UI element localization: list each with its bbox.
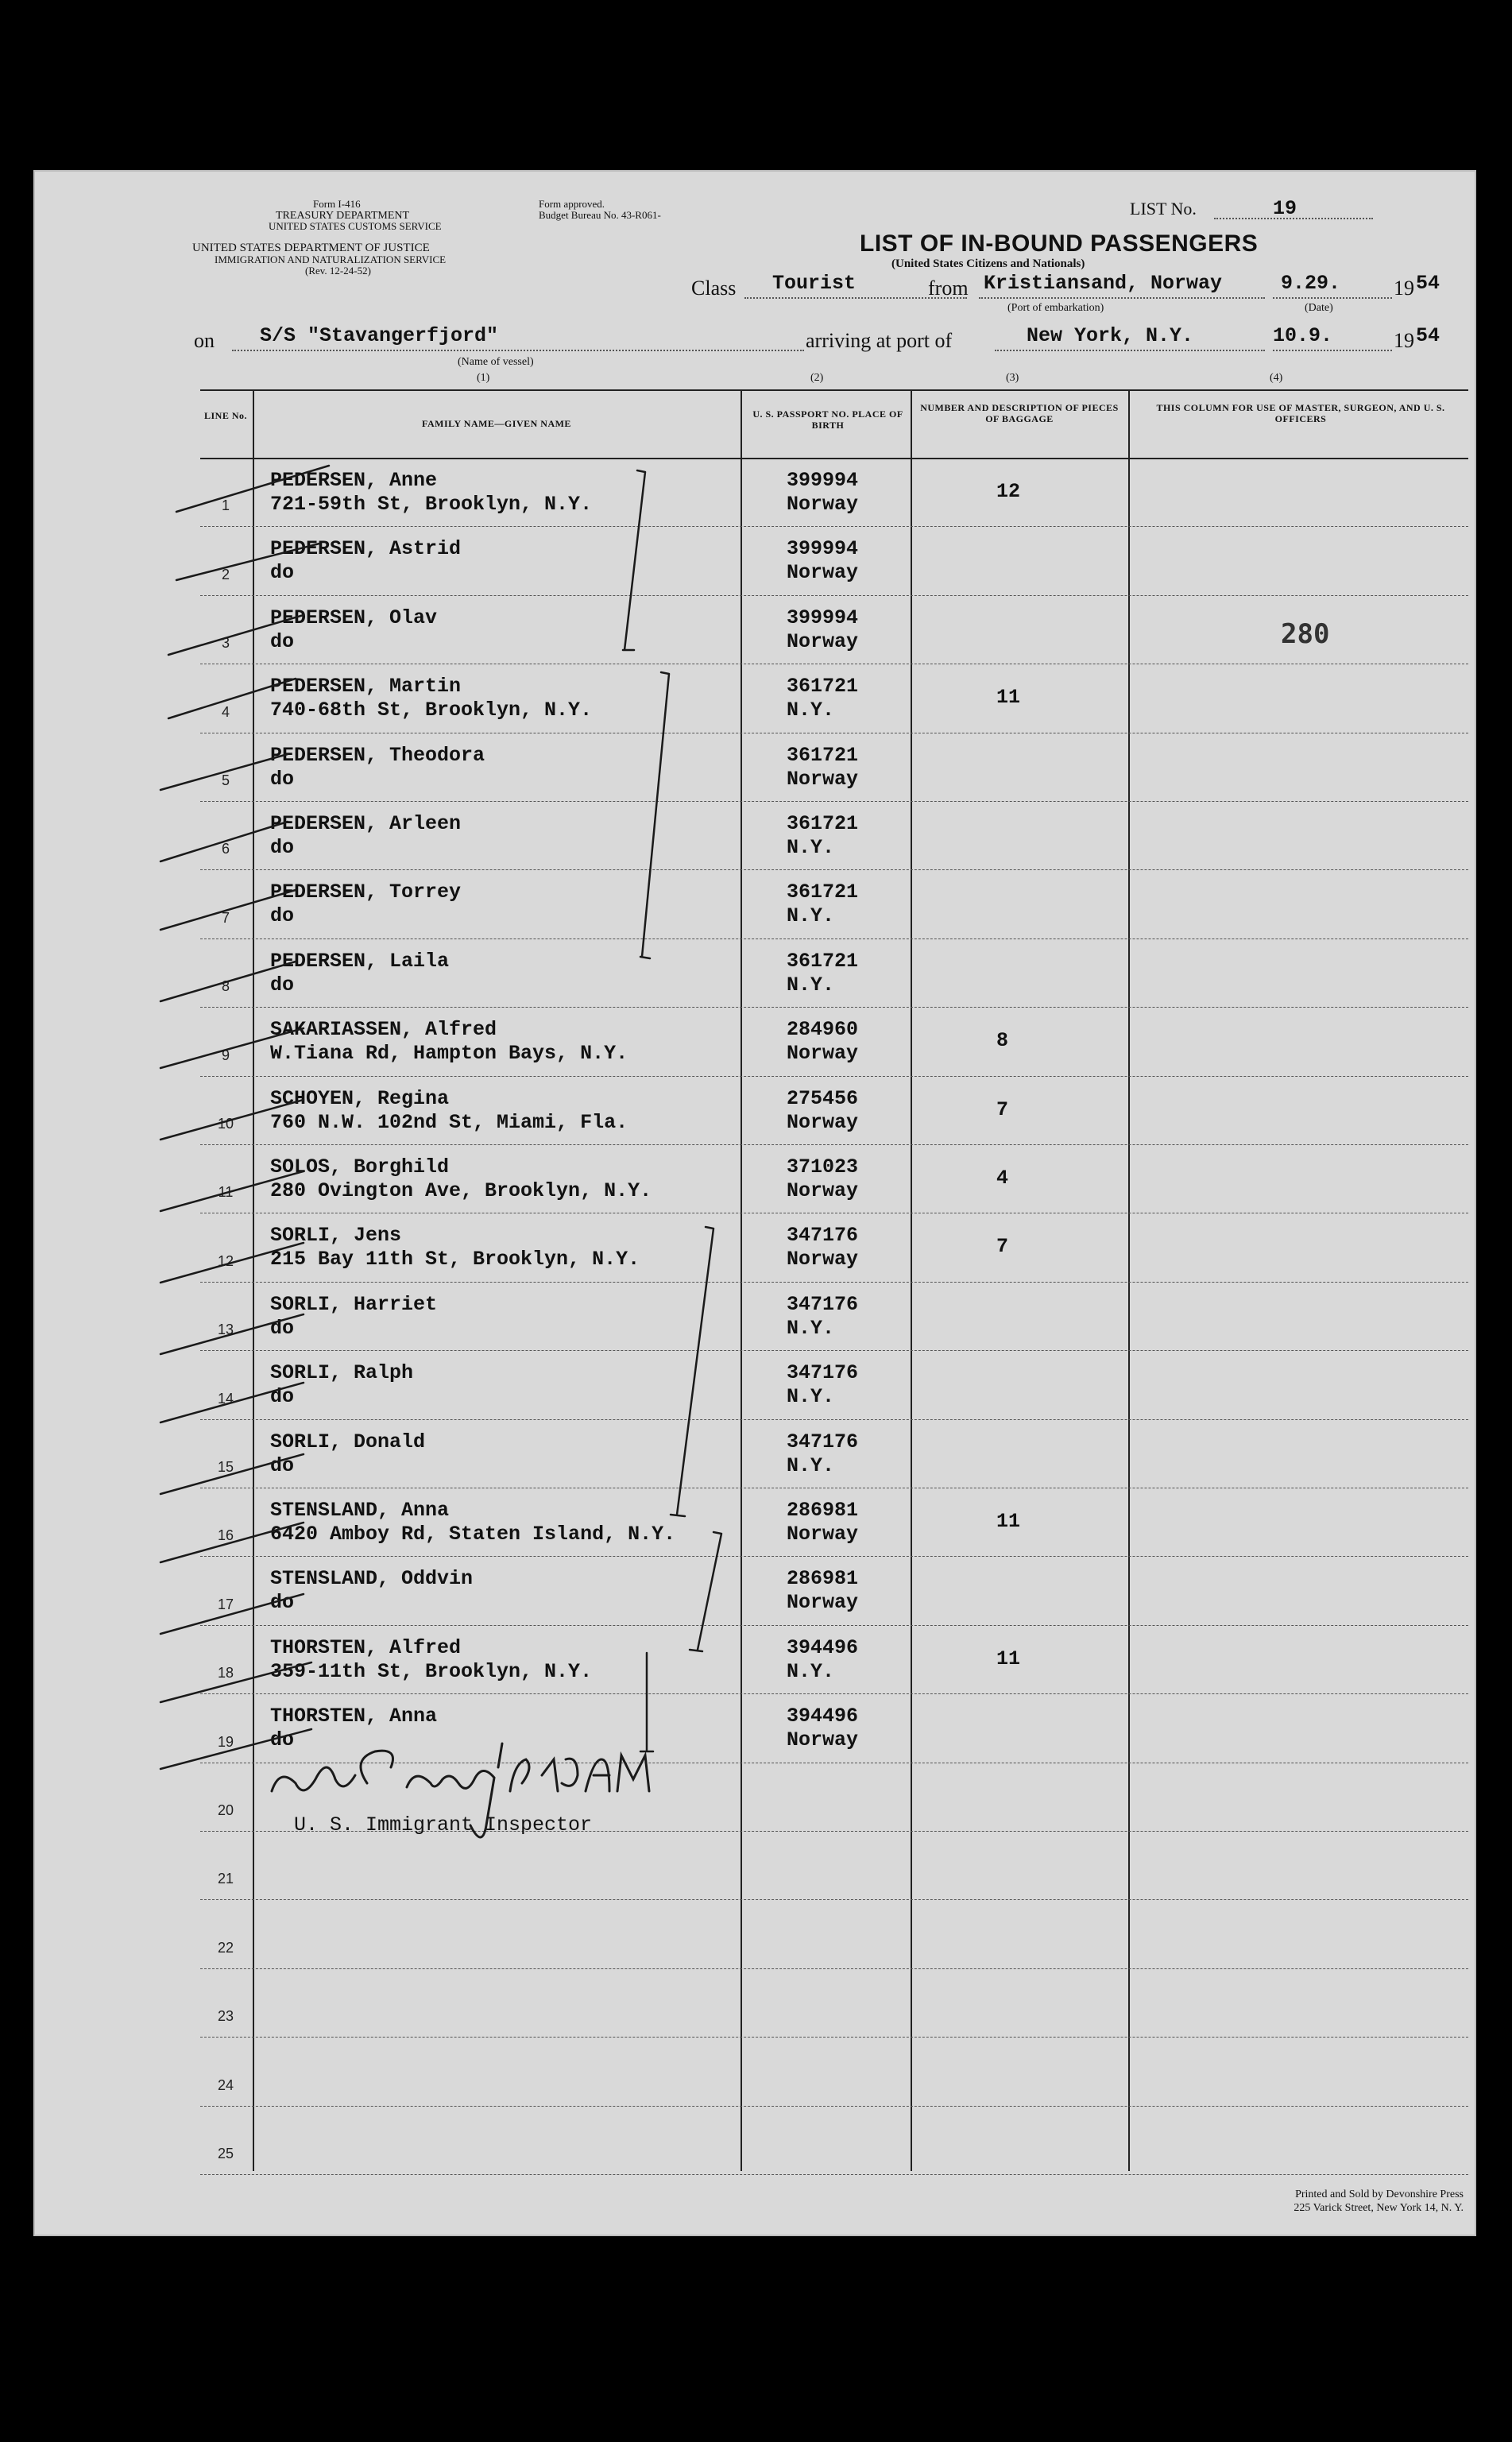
passport-number: 361721 [787, 949, 859, 973]
header-name: FAMILY NAME—GIVEN NAME [422, 418, 571, 429]
header-officers: THIS COLUMN FOR USE OF MASTER, SURGEON, AND U. S. OFFICERS [1156, 402, 1445, 425]
row-line-number: 6 [221, 841, 230, 857]
class-value: Tourist [772, 272, 857, 295]
passenger-address: 280 Ovington Ave, Brooklyn, N.Y. [270, 1179, 652, 1202]
baggage-count: 7 [996, 1235, 1009, 1259]
class-label: Class [691, 277, 737, 300]
place-of-birth: Norway [787, 1591, 859, 1615]
officer-note: 280 [1281, 618, 1330, 650]
embarkation-port: Kristiansand, Norway [984, 272, 1223, 295]
row-line-number: 7 [221, 909, 230, 926]
place-of-birth: Norway [787, 1179, 859, 1202]
baggage-count: 7 [996, 1097, 1009, 1121]
date-caption: (Date) [1305, 302, 1333, 314]
passport-number: 361721 [787, 675, 859, 699]
passenger-name: SAKARIASSEN, Alfred [270, 1018, 497, 1042]
passport-number: 275456 [787, 1086, 859, 1110]
passenger-manifest-page [33, 170, 1476, 2236]
passenger-address: do [270, 767, 295, 791]
col-num-4: (4) [1270, 372, 1283, 384]
passport-number: 394496 [787, 1705, 859, 1728]
passenger-name: PEDERSEN, Anne [270, 469, 438, 492]
on-label: on [194, 329, 215, 352]
place-of-birth: N.Y. [787, 1385, 835, 1409]
from-label: from [928, 277, 969, 300]
row-line-number: 25 [217, 2146, 234, 2161]
place-of-birth: N.Y. [787, 1316, 835, 1340]
passport-number: 347176 [787, 1430, 859, 1453]
passenger-address: do [270, 629, 295, 653]
place-of-birth: N.Y. [787, 973, 835, 997]
passport-number: 394496 [787, 1635, 859, 1659]
passport-number: 399994 [787, 606, 859, 629]
passenger-name: PEDERSEN, Laila [270, 949, 450, 973]
passenger-address: do [270, 1453, 295, 1477]
row-line-number: 10 [217, 1116, 234, 1132]
passenger-address: W.Tiana Rd, Hampton Bays, N.Y. [270, 1042, 628, 1066]
baggage-count: 11 [996, 686, 1021, 710]
row-line-number: 13 [217, 1322, 234, 1338]
passenger-name: SORLI, Harriet [270, 1292, 438, 1316]
passenger-name: SORLI, Ralph [270, 1361, 414, 1385]
passenger-address: 215 Bay 11th St, Brooklyn, N.Y. [270, 1248, 640, 1271]
passport-number: 286981 [787, 1567, 859, 1591]
row-line-number: 22 [217, 1939, 234, 1956]
baggage-count: 11 [996, 1510, 1021, 1533]
passenger-name: SOLOS, Borghild [270, 1155, 450, 1178]
passenger-name: THORSTEN, Anna [270, 1705, 438, 1728]
departure-year: 54 [1416, 272, 1440, 295]
passenger-address: do [270, 1728, 295, 1752]
arrival-date: 10.9. [1273, 324, 1333, 347]
vessel-caption: (Name of vessel) [458, 356, 534, 368]
passenger-address: 760 N.W. 102nd St, Miami, Fla. [270, 1110, 628, 1134]
printer-line-2: 225 Varick Street, New York 14, N. Y. [1294, 2201, 1464, 2214]
baggage-count: 4 [996, 1167, 1009, 1190]
passport-number: 361721 [787, 812, 859, 835]
header-baggage: NUMBER AND DESCRIPTION OF PIECES OF BAGGAGE [920, 402, 1119, 425]
list-number: 19 [1273, 197, 1297, 220]
passenger-name: STENSLAND, Oddvin [270, 1567, 474, 1591]
port-embark-caption: (Port of embarkation) [1007, 302, 1104, 314]
passenger-name: SORLI, Donald [270, 1430, 426, 1453]
row-line-number: 2 [221, 566, 230, 582]
budget-bureau: Budget Bureau No. 43-R061- [539, 209, 661, 221]
passenger-address: 740-68th St, Brooklyn, N.Y. [270, 699, 593, 722]
row-line-number: 18 [217, 1665, 234, 1682]
header-line-no: LINE No. [203, 410, 247, 421]
row-line-number: 12 [217, 1252, 234, 1269]
passenger-address: do [270, 1591, 295, 1615]
baggage-count: 11 [996, 1647, 1021, 1670]
passport-number: 347176 [787, 1361, 859, 1385]
passenger-name: PEDERSEN, Martin [270, 675, 462, 699]
list-number-label: LIST No. [1130, 199, 1197, 219]
passenger-address: do [270, 973, 295, 997]
form-subtitle: (United States Citizens and Nationals) [891, 257, 1085, 270]
form-revision: (Rev. 12-24-52) [305, 265, 371, 277]
inspector-caption: U. S. Immigrant Inspector [294, 1813, 593, 1836]
passenger-name: SORLI, Jens [270, 1224, 402, 1248]
passport-number: 347176 [787, 1224, 859, 1248]
printer-footer [1066, 2189, 1464, 2216]
place-of-birth: Norway [787, 1523, 859, 1546]
passenger-address: do [270, 561, 295, 585]
dept-treasury: TREASURY DEPARTMENT [276, 210, 410, 222]
place-of-birth: Norway [787, 493, 859, 516]
baggage-count: 12 [996, 480, 1021, 503]
passport-number: 284960 [787, 1018, 859, 1042]
dept-customs: UNITED STATES CUSTOMS SERVICE [269, 220, 442, 232]
col-num-1: (1) [477, 372, 490, 384]
passenger-address: do [270, 1385, 295, 1409]
year-prefix-2: 19 [1394, 329, 1414, 352]
col-num-3: (3) [1006, 372, 1019, 384]
row-line-number: 19 [217, 1733, 234, 1750]
row-line-number: 21 [217, 1871, 234, 1887]
form-title: LIST OF IN-BOUND PASSENGERS [860, 230, 1259, 257]
passenger-address: do [270, 836, 295, 859]
row-line-number: 24 [217, 2076, 234, 2093]
passport-number: 361721 [787, 743, 859, 767]
row-line-number: 16 [217, 1527, 234, 1544]
row-line-number: 17 [217, 1596, 234, 1612]
passenger-address: 6420 Amboy Rd, Staten Island, N.Y. [270, 1523, 676, 1546]
passenger-name: PEDERSEN, Arleen [270, 812, 462, 835]
place-of-birth: Norway [787, 1110, 859, 1134]
row-line-number: 4 [221, 703, 230, 720]
baggage-count: 8 [996, 1029, 1009, 1053]
row-line-number: 1 [221, 497, 230, 514]
passenger-name: SCHOYEN, Regina [270, 1086, 450, 1110]
arrival-year: 54 [1416, 324, 1440, 347]
dept-ins: IMMIGRATION AND NATURALIZATION SERVICE [215, 253, 447, 265]
place-of-birth: Norway [787, 629, 859, 653]
arriving-label: arriving at port of [806, 329, 953, 352]
passport-number: 361721 [787, 880, 859, 904]
col-num-2: (2) [810, 372, 824, 384]
passenger-name: STENSLAND, Anna [270, 1499, 450, 1522]
vessel-name: S/S "Stavangerfjord" [260, 324, 499, 347]
row-line-number: 23 [217, 2008, 234, 2025]
inspector-signature [33, 170, 1476, 2236]
arrival-port: New York, N.Y. [1027, 324, 1194, 347]
passport-number: 286981 [787, 1499, 859, 1522]
passport-number: 347176 [787, 1292, 859, 1316]
place-of-birth: Norway [787, 1042, 859, 1066]
passenger-name: PEDERSEN, Torrey [270, 880, 462, 904]
row-line-number: 9 [221, 1047, 230, 1063]
form-number: Form I-416 [313, 198, 361, 210]
place-of-birth: N.Y. [787, 1453, 835, 1477]
place-of-birth: N.Y. [787, 904, 835, 928]
passenger-name: PEDERSEN, Olav [270, 606, 438, 629]
place-of-birth: N.Y. [787, 699, 835, 722]
form-approved: Form approved. [539, 198, 605, 210]
header-passport: U. S. PASSPORT NO. PLACE OF BIRTH [752, 408, 903, 432]
passenger-address: 359-11th St, Brooklyn, N.Y. [270, 1659, 593, 1683]
passenger-address: do [270, 1316, 295, 1340]
passport-number: 371023 [787, 1155, 859, 1178]
place-of-birth: N.Y. [787, 836, 835, 859]
place-of-birth: Norway [787, 1248, 859, 1271]
passenger-address: 721-59th St, Brooklyn, N.Y. [270, 493, 593, 516]
passport-number: 399994 [787, 469, 859, 492]
row-line-number: 14 [217, 1390, 234, 1407]
row-line-number: 5 [221, 772, 230, 788]
passport-number: 399994 [787, 537, 859, 561]
row-line-number: 20 [217, 1802, 234, 1818]
row-line-number: 8 [221, 978, 230, 995]
place-of-birth: Norway [787, 1728, 859, 1752]
passenger-name: PEDERSEN, Astrid [270, 537, 462, 561]
row-line-number: 3 [221, 635, 230, 652]
passenger-address: do [270, 904, 295, 928]
passenger-name: THORSTEN, Alfred [270, 1635, 462, 1659]
place-of-birth: Norway [787, 767, 859, 791]
place-of-birth: Norway [787, 561, 859, 585]
printer-line-1: Printed and Sold by Devonshire Press [1295, 2189, 1464, 2200]
row-line-number: 11 [218, 1184, 234, 1201]
row-line-number: 15 [217, 1459, 234, 1475]
departure-date: 9.29. [1281, 272, 1341, 295]
place-of-birth: N.Y. [787, 1659, 835, 1683]
year-prefix-1: 19 [1394, 277, 1414, 300]
dept-justice: UNITED STATES DEPARTMENT OF JUSTICE [192, 242, 430, 254]
passenger-name: PEDERSEN, Theodora [270, 743, 485, 767]
